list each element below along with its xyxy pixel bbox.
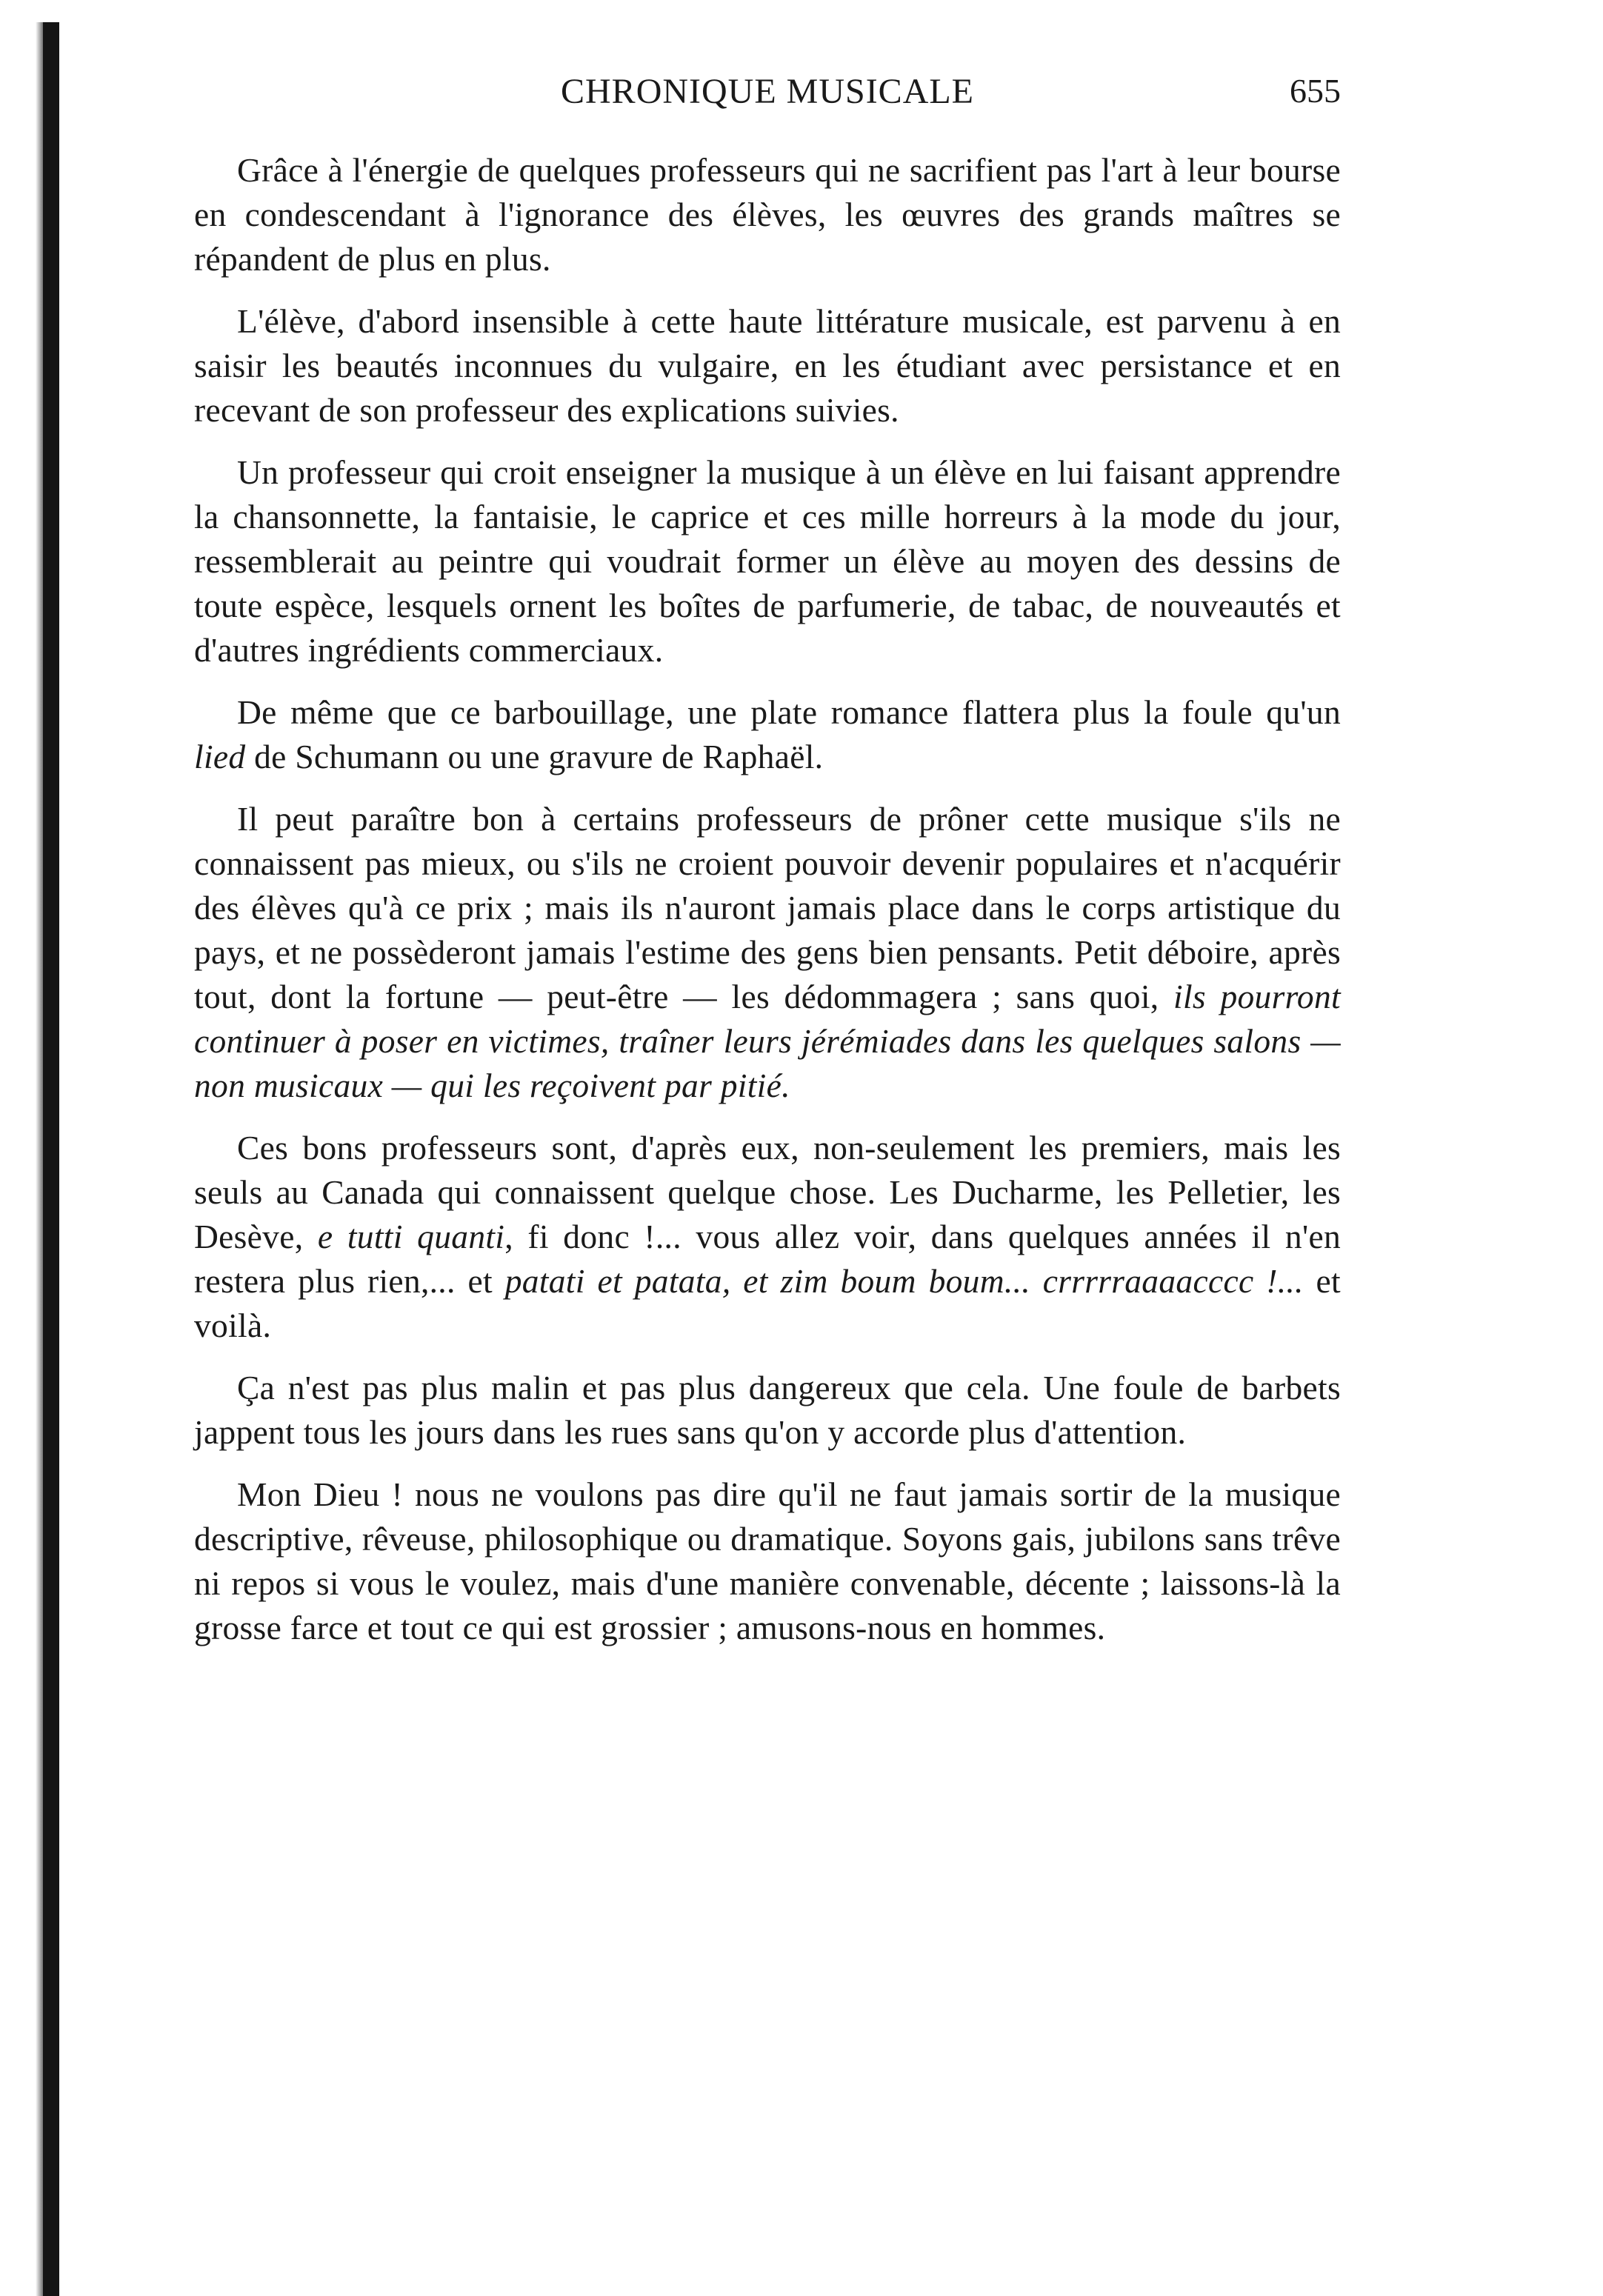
paragraph-5 <box>194 797 1341 1108</box>
paragraph-2 <box>194 299 1341 433</box>
paragraph-text: Ces bons professeurs sont, d'après eux, non-seulement les premiers, mais les seuls au Canada qui connaissent quelque chose. Les Ducharme, les Pelletier, les Desève, <box>194 1129 1341 1255</box>
paragraph-6 <box>194 1126 1341 1348</box>
italic-phrase-onomatopoeia: patati et patata, et zim boum boum... crrrrraaaacccc !... <box>504 1262 1304 1300</box>
page-binding-edge <box>43 22 59 2296</box>
italic-word-lied: lied <box>194 738 246 775</box>
paragraph-7 <box>194 1366 1341 1455</box>
italic-passage: ils pourront continuer à poser en victimes, traîner leurs jérémiades dans les quelques salons — non musicaux — qui les reçoivent par pitié. <box>194 978 1341 1104</box>
paragraph-text: Ça n'est pas plus malin et pas plus dangereux que cela. Une foule de barbets jappent tous les jours dans les rues sans qu'on y accorde plus d'attention. <box>194 1369 1341 1451</box>
paragraph-text: de Schumann ou une gravure de Raphaël. <box>245 738 824 775</box>
page-number: 655 <box>1290 72 1341 110</box>
paragraph-text: Grâce à l'énergie de quelques professeurs qui ne sacrifient pas l'art à leur bourse en condescendant à l'ignorance des élèves, les œuvres des grands maîtres se répandent de plus en plus. <box>194 151 1341 278</box>
running-head <box>194 71 1341 130</box>
book-page <box>194 71 1341 1668</box>
paragraph-text: Un professeur qui croit enseigner la musique à un élève en lui faisant apprendre la chansonnette, la fantaisie, le caprice et ces mille horreurs à la mode du jour, ressemblerait au peintre qui voudrait former un élève au moyen des dessins de toute espèce, lesquels ornent les boîtes de parfumerie, de tabac, de nouveautés et d'autres ingrédients commerciaux. <box>194 453 1341 669</box>
paragraph-1 <box>194 148 1341 281</box>
paragraph-8 <box>194 1472 1341 1650</box>
paragraph-text: Mon Dieu ! nous ne voulons pas dire qu'il ne faut jamais sortir de la musique descriptive, rêveuse, philosophique ou dramatique. Soyons gais, jubilons sans trêve ni repos si vous le voulez, mais d'une manière convenable, décente ; laissons-là la grosse farce et tout ce qui est grossier ; amusons-nous en hommes. <box>194 1475 1341 1646</box>
paragraph-text: , fi donc !... vous allez voir, dans quelques années il n'en restera plus rien,... et <box>194 1218 1341 1300</box>
italic-phrase-tutti-quanti: e tutti quanti <box>317 1218 505 1255</box>
paragraph-text: Il peut paraître bon à certains professeurs de prôner cette musique s'ils ne connaissent pas mieux, ou s'ils ne croient pouvoir devenir populaires et n'acquérir des élèves qu'à ce prix ; mais ils n'auront jamais place dans le corps artistique du pays, et ne possèderont jamais l'estime des gens bien pensants. Petit déboire, après tout, dont la fortune — peut-être — les dédommagera ; sans quoi, <box>194 800 1341 1015</box>
paragraph-3 <box>194 450 1341 673</box>
paragraph-text: L'élève, d'abord insensible à cette haute littérature musicale, est parvenu à en saisir les beautés inconnues du vulgaire, en les étudiant avec persistance et en recevant de son professeur des explications suivies. <box>194 302 1341 429</box>
paragraph-text: et voilà. <box>194 1262 1341 1344</box>
paragraph-4 <box>194 690 1341 779</box>
running-title: CHRONIQUE MUSICALE <box>561 72 974 111</box>
paragraph-text: De même que ce barbouillage, une plate romance flattera plus la foule qu'un <box>237 693 1341 731</box>
